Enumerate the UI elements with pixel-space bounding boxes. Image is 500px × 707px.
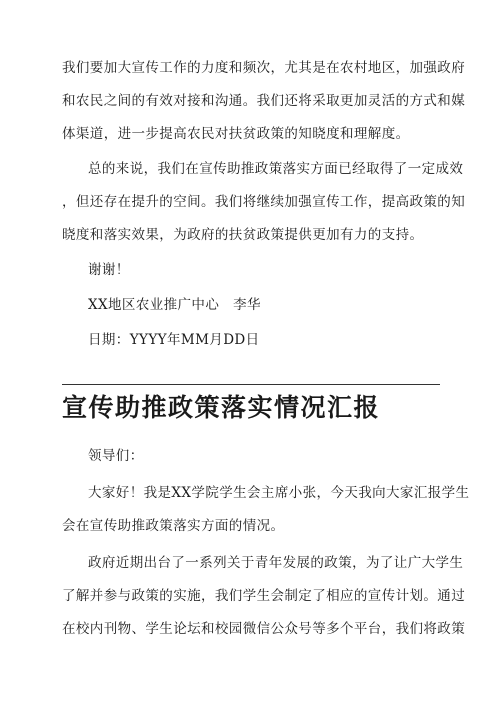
body-text-line: 我们要加大宣传工作的力度和频次，尤其是在农村地区，加强政府 [62, 60, 466, 76]
body-text-line: 体渠道，进一步提高农民对扶贫政策的知晓度和理解度。 [62, 126, 410, 142]
body-text-line: 政府近期出台了一系列关于青年发展的政策，为了让广大学生 [88, 555, 464, 571]
body-text-line: 总的来说，我们在宣传助推政策落实方面已经取得了一定成效 [88, 161, 464, 177]
section-divider [62, 384, 440, 385]
closing-thanks: 谢谢！ [88, 262, 130, 278]
body-text-line: 了解并参与政策的实施，我们学生会制定了相应的宣传计划。通过 [62, 588, 466, 604]
body-text-line: 晓度和落实效果，为政府的扶贫政策提供更加有力的支持。 [62, 227, 424, 243]
document-date: 日期：YYYY年MM月DD日 [88, 332, 260, 348]
salutation: 领导们： [88, 448, 144, 464]
signature: XX地区农业推广中心 李华 [88, 297, 261, 313]
body-text-line: 和农民之间的有效对接和沟通。我们还将采取更加灵活的方式和媒 [62, 93, 466, 109]
body-text-line: 会在宣传助推政策落实方面的情况。 [62, 518, 285, 534]
body-text-line: 大家好！我是XX学院学生会主席小张，今天我向大家汇报学生 [88, 485, 470, 501]
body-text-line: ，但还存在提升的空间。我们将继续加强宣传工作，提高政策的知 [62, 194, 466, 210]
body-text-line: 在校内刊物、学生论坛和校园微信公众号等多个平台，我们将政策 [62, 621, 466, 637]
document-title: 宣传助推政策落实情况汇报 [62, 393, 381, 422]
